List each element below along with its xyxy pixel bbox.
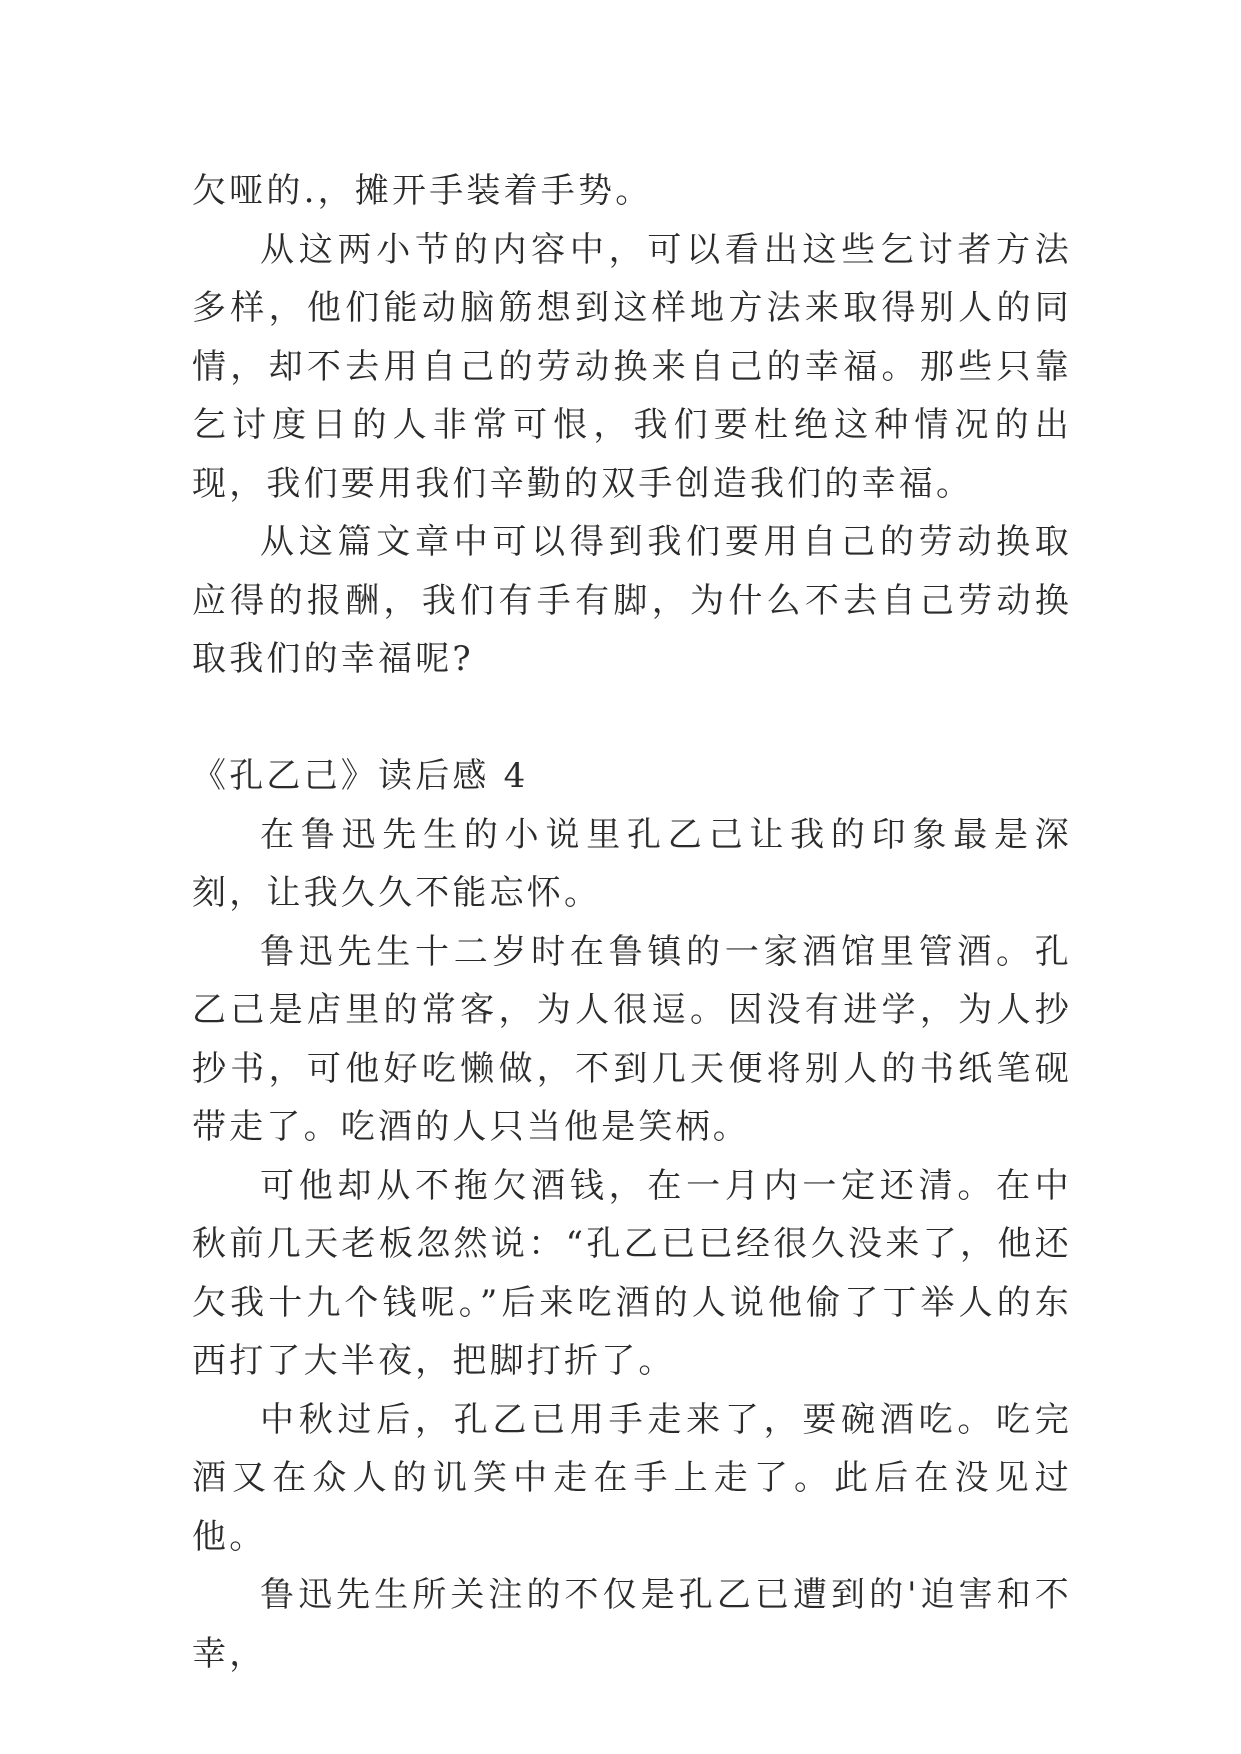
paragraph: 鲁迅先生所关注的不仅是孔乙已遭到的'迫害和不幸， bbox=[192, 1575, 1072, 1674]
paragraph: 在鲁迅先生的小说里孔乙己让我的印象最是深刻，让我久久不能忘怀。 bbox=[192, 814, 1072, 913]
document-body bbox=[192, 162, 1072, 1683]
paragraph: 欠哑的.，摊开手装着手势。 bbox=[192, 171, 653, 211]
paragraph: 从这篇文章中可以得到我们要用自己的劳动换取应得的报酬，我们有手有脚，为什么不去自己劳动换取我们的幸福呢? bbox=[192, 522, 1072, 679]
paragraph: 从这两小节的内容中，可以看出这些乞讨者方法多样，他们能动脑筋想到这样地方法来取得别人的同情，却不去用自己的劳动换来自己的幸福。那些只靠乞讨度日的人非常可恨，我们要杜绝这种情况的出现，我们要用我们辛勤的双手创造我们的幸福。 bbox=[192, 229, 1072, 504]
blank-line bbox=[192, 689, 1072, 748]
section-heading: 《孔乙己》读后感 4 bbox=[192, 756, 529, 796]
paragraph: 鲁迅先生十二岁时在鲁镇的一家酒馆里管酒。孔乙己是店里的常客，为人很逗。因没有进学，为人抄抄书，可他好吃懒做，不到几天便将别人的书纸笔砚带走了。吃酒的人只当他是笑柄。 bbox=[192, 931, 1072, 1147]
paragraph: 中秋过后，孔乙已用手走来了，要碗酒吃。吃完酒又在众人的讥笑中走在手上走了。此后在没见过他。 bbox=[192, 1399, 1072, 1557]
paragraph: 可他却从不拖欠酒钱，在一月内一定还清。在中秋前几天老板忽然说：“孔乙已已经很久没来了，他还欠我十九个钱呢。”后来吃酒的人说他偷了丁举人的东西打了大半夜，把脚打折了。 bbox=[192, 1165, 1072, 1381]
